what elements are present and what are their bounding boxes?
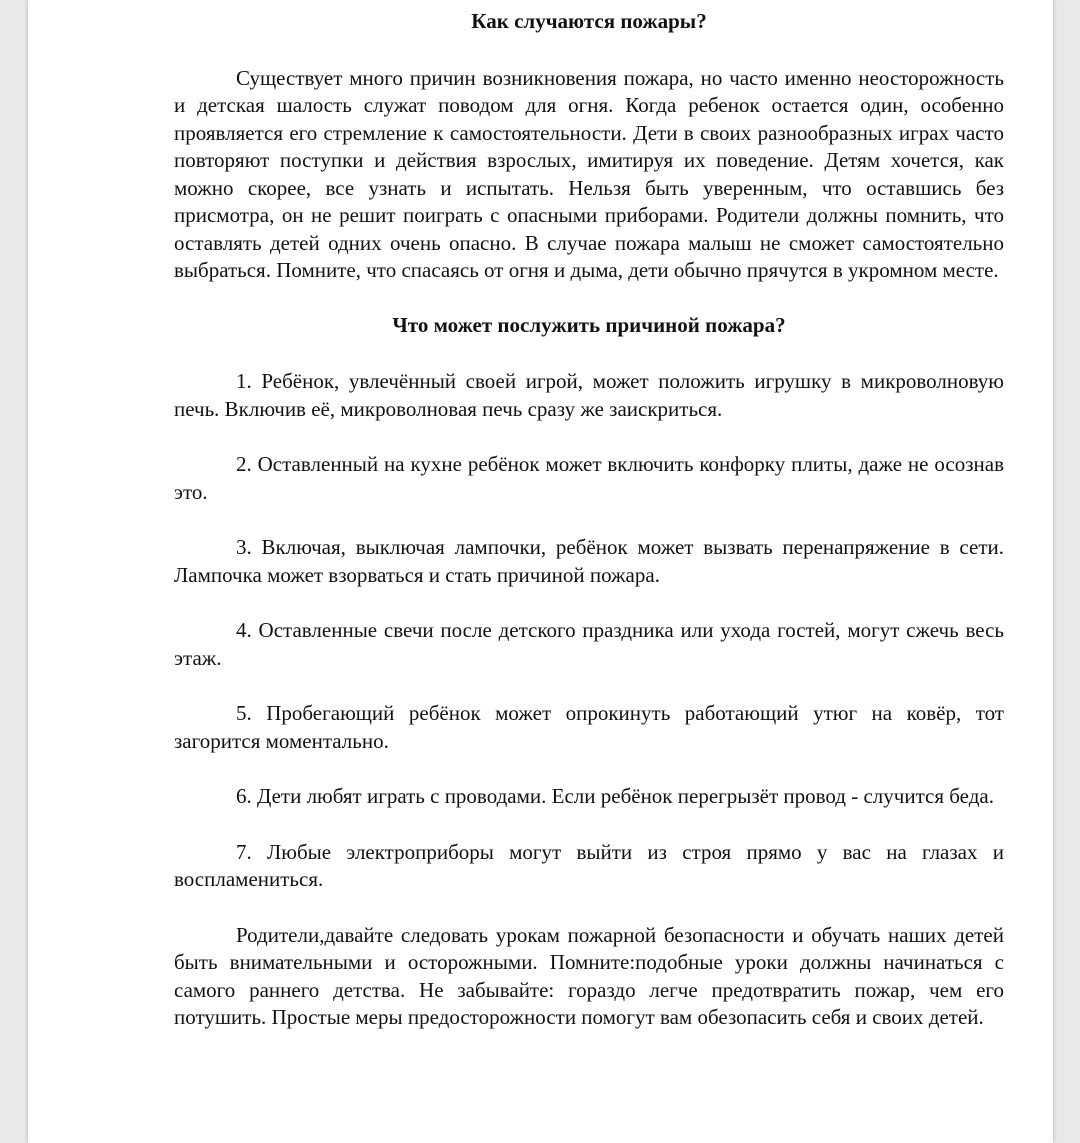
page-content [174, 8, 1004, 1032]
list-item: 7. Любые электроприборы могут выйти из строя прямо у вас на глазах и воспламениться. [174, 839, 1004, 891]
list-item: 1. Ребёнок, увлечённый своей игрой, может положить игрушку в микроволновую печь. Включив её, микроволновая печь сразу же заискриться. [174, 369, 1004, 421]
section-heading: Что может послужить причиной пожара? [392, 312, 786, 337]
list-item: 6. Дети любят играть с проводами. Если ребёнок перегрызёт провод - случится беда. [236, 784, 994, 808]
conclusion-paragraph: Родители,давайте следовать урокам пожарной безопасности и обучать наших детей быть внимательными и осторожными. Помните:подобные уроки должны начинаться с самого раннего детства. Не забывайте: гораздо легче предотвратить пожар, чем его потушить. Простые меры предосторожности помогут вам обезопасить себя и своих детей. [174, 922, 1004, 1029]
list-item: 4. Оставленные свечи после детского праздника или ухода гостей, могут сжечь весь этаж. [174, 618, 1004, 670]
list-item: 3. Включая, выключая лампочки, ребёнок может вызвать перенапряжение в сети. Лампочка может взорваться и стать причиной пожара. [174, 535, 1004, 587]
list-item: 5. Пробегающий ребёнок может опрокинуть работающий утюг на ковёр, тот загорится моментально. [174, 701, 1004, 753]
intro-paragraph: Существует много причин возникновения пожара, но часто именно неосторожность и детская шалость служат поводом для огня. Когда ребенок остается один, особенно проявляется его стремление к самостоятельности. Дети в своих разнообразных играх часто повторяют поступки и действия взрослых, имитируя их поведение. Детям хочется, как можно скорее, все узнать и испытать. Нельзя быть уверенным, что оставшись без присмотра, он не решит поиграть с опасными приборами. Родители должны помнить, что оставлять детей одних очень опасно. В случае пожара малыш не сможет самостоятельно выбраться. Помните, что спасаясь от огня и дыма, дети обычно прячутся в укромном месте. [174, 65, 1004, 282]
page-title: Как случаются пожары? [471, 9, 707, 33]
document-page [28, 0, 1053, 1143]
list-item: 2. Оставленный на кухне ребёнок может включить конфорку плиты, даже не осознав это. [174, 452, 1004, 504]
